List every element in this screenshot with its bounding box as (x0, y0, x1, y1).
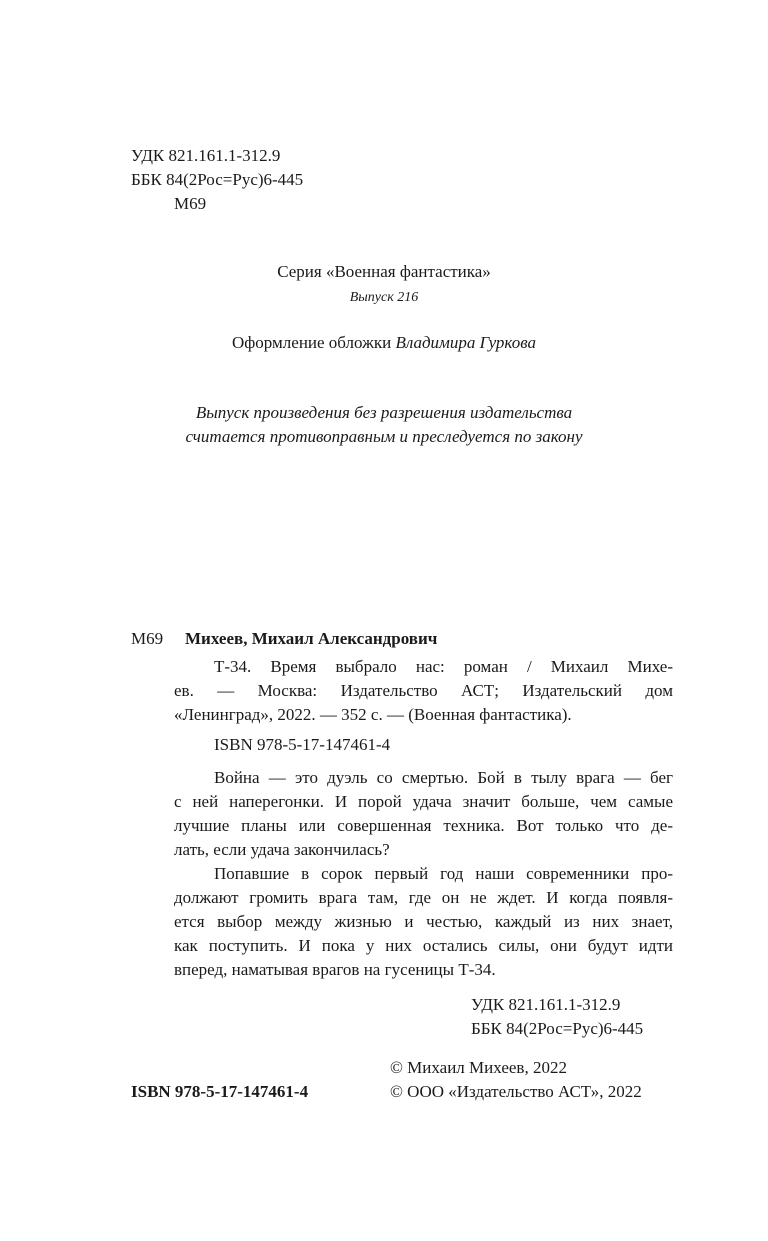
bibliography-line: «Ленинград», 2022. — 352 с. — (Военная фантастика). (174, 705, 572, 724)
annotation (174, 766, 673, 982)
annotation-line: должают громить врага там, где он не ждет. И когда появля- (174, 888, 673, 907)
bibliography-author: Михеев, Михаил Александрович (185, 629, 438, 648)
cover-design-credit (0, 333, 768, 353)
annotation-line: Война — это дуэль со смертью. Бой в тылу врага — бег (214, 768, 673, 787)
series-issue: Выпуск 216 (349, 290, 419, 305)
bibliography-line: ев. — Москва: Издательство АСТ; Издательский дом (174, 681, 673, 700)
copyright-author: © Михаил Михеев, 2022 (390, 1058, 567, 1077)
bibliography-code: М69 (131, 629, 164, 648)
cover-designer-name: Владимира Гуркова (395, 333, 536, 352)
author-mark: М69 (174, 194, 207, 213)
annotation-line: вперед, наматывая врагов на гусеницы Т-34. (174, 960, 496, 979)
legal-warning-line-1: Выпуск произведения без разрешения издательства (195, 403, 573, 422)
series-name: Серия «Военная фантастика» (277, 262, 491, 281)
bbk-code-bottom: ББК 84(2Рос=Рус)6-445 (471, 1019, 644, 1038)
bibliography-line: Т-34. Время выбрало нас: роман / Михаил Михе- (214, 657, 673, 676)
bibliography-description (174, 655, 673, 727)
annotation-line: лучшие планы или совершенная техника. Вот только что де- (174, 816, 673, 835)
udk-code: УДК 821.161.1-312.9 (131, 146, 281, 165)
annotation-line: как поступить. И пока у них остались силы, они будут идти (174, 936, 673, 955)
isbn-bottom: ISBN 978-5-17-147461-4 (131, 1082, 309, 1101)
annotation-line: с ней наперегонки. И порой удача значит больше, чем самые (174, 792, 673, 811)
udk-code-bottom: УДК 821.161.1-312.9 (471, 995, 621, 1014)
bbk-code: ББК 84(2Рос=Рус)6-445 (131, 170, 304, 189)
legal-warning-line-2: считается противоправным и преследуется по закону (185, 427, 583, 446)
copyright-publisher: © ООО «Издательство АСТ», 2022 (390, 1082, 642, 1101)
annotation-line: лать, если удача закончилась? (174, 840, 390, 859)
annotation-line: Попавшие в сорок первый год наши современники про- (214, 864, 673, 883)
annotation-line: ется выбор между жизнью и честью, каждый из них знает, (174, 912, 673, 931)
bibliography-isbn: ISBN 978-5-17-147461-4 (214, 735, 391, 754)
cover-credit-prefix: Оформление обложки (232, 333, 396, 352)
